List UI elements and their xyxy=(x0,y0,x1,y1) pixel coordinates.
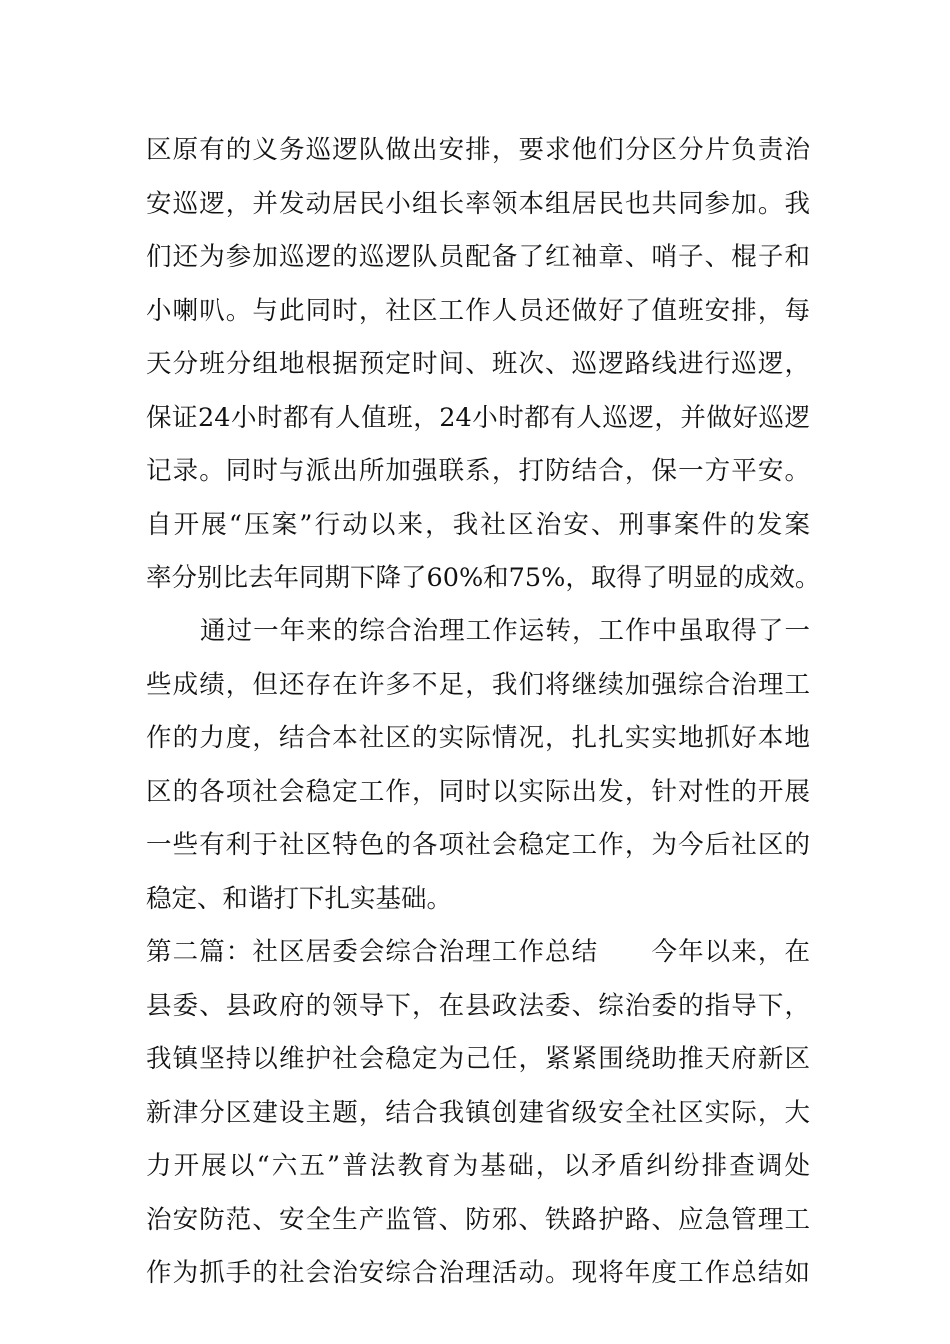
text-line: 作为抓手的社会治安综合治理活动。现将年度工作总结如 xyxy=(146,1258,810,1288)
text-line: 些成绩，但还存在许多不足，我们将继续加强综合治理工 xyxy=(146,670,810,700)
text-line: 一些有利于社区特色的各项社会稳定工作，为今后社区的 xyxy=(146,830,810,860)
text-line: 天分班分组地根据预定时间、班次、巡逻路线进行巡逻， xyxy=(146,349,810,379)
paragraph-first-line: 通过一年来的综合治理工作运转，工作中虽取得了一 xyxy=(200,616,810,646)
text-line: 区的各项社会稳定工作，同时以实际出发，针对性的开展 xyxy=(146,777,810,807)
text-line: 区原有的义务巡逻队做出安排，要求他们分区分片负责治 xyxy=(146,135,810,165)
text-line: 我镇坚持以维护社会稳定为己任，紧紧围绕助推天府新区 xyxy=(146,1044,810,1074)
text-line: 新津分区建设主题，结合我镇创建省级安全社区实际，大 xyxy=(146,1098,810,1128)
text-line: 小喇叭。与此同时，社区工作人员还做好了值班安排，每 xyxy=(146,296,810,326)
text-line: 保证24小时都有人值班，24小时都有人巡逻，并做好巡逻 xyxy=(146,403,810,433)
text-line: 记录。同时与派出所加强联系，打防结合，保一方平安。 xyxy=(146,456,810,486)
text-line: 力开展以“六五”普法教育为基础，以矛盾纠纷排查调处 xyxy=(146,1151,810,1181)
text-line: 治安防范、安全生产监管、防邪、铁路护路、应急管理工 xyxy=(146,1205,810,1235)
text-line: 稳定、和谐打下扎实基础。 xyxy=(146,884,453,914)
text-line: 安巡逻，并发动居民小组长率领本组居民也共同参加。我 xyxy=(146,189,810,219)
section-heading-line: 第二篇：社区居委会综合治理工作总结 今年以来，在 xyxy=(146,937,810,967)
text-line: 们还为参加巡逻的巡逻队员配备了红袖章、哨子、棍子和 xyxy=(146,242,810,272)
text-line: 县委、县政府的领导下，在县政法委、综治委的指导下， xyxy=(146,991,810,1021)
text-line: 率分别比去年同期下降了60%和75%，取得了明显的成效。 xyxy=(146,563,821,593)
text-line: 作的力度，结合本社区的实际情况，扎扎实实地抓好本地 xyxy=(146,723,810,753)
text-line: 自开展“压案”行动以来，我社区治安、刑事案件的发案 xyxy=(146,510,810,540)
